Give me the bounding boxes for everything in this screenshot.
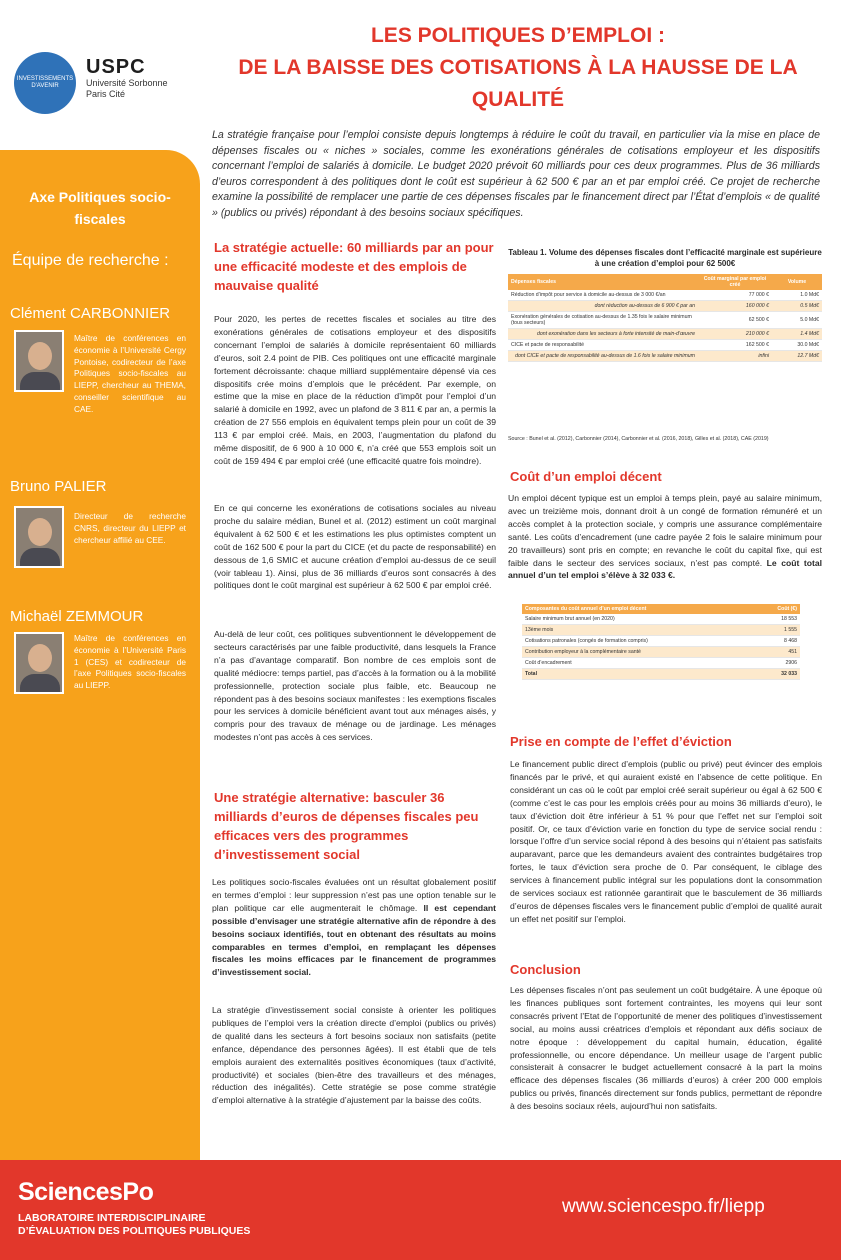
person-name: Michaël ZEMMOUR	[10, 608, 144, 625]
table-row: Contribution employeur à la complémentaire santé 451	[522, 647, 800, 658]
table-row: dont CICE et pacte de responsabilité au-dessus de 1.6 fois le salaire minimum infini 12.7 Md€	[508, 351, 822, 362]
uspc-name-2: Paris Cité	[86, 89, 126, 99]
paragraph: Pour 2020, les pertes de recettes fiscales et sociales au titre des exonérations générales de cotisations employeur et des dispositifs concernant l’emploi de salariés à domicile représentaient 60 milliards d’euros, soit 2.4 point de PIB. Ces politiques ont une efficacité marginale fortement décroissante: chaque milliard supplémentaire dépensé via ces dispositifs crée moins d’emplois que le précédent. Par exemple, on estime que la mise en place de la réduction d’impôt pour l’emploi d’un salarié à domicile en 1992, avec un plafond de 3 811 € par an, a permis la création de 27 556 emplois en équivalent temps plein pour un coût de 39 113 € par emploi créé. Mais, en 2003, l’augmentation du plafond du même dispositif, de 6 900 à 10 000 €, n’a créé que 553 emplois soit un coût de 159 494 € par emploi créé (une efficacité quatre fois moindre).	[214, 314, 496, 466]
person-photo	[14, 330, 64, 392]
table-row: Coût d’encadrement 2906	[522, 658, 800, 669]
person-desc: Maître de conférences en économie à l’Université Cergy Pontoise, codirecteur de l’axe Politiques socio-fiscales au LIEPP, chercheur au THEMA, conseiller scientifique au CAE.	[74, 333, 186, 414]
sciencespo-logo: SciencesPo	[18, 1178, 154, 1206]
table-row: Exonération générales de cotisation au-dessus de 1.35 fois le salaire minimum (tous secteurs) 62 500 € 5.0 Md€	[508, 312, 822, 329]
column-header: Dépenses fiscales	[508, 274, 698, 290]
paragraph: La stratégie d’investissement social consiste à orienter les politiques publiques de l’emploi vers la création directe d’emploi (publics ou privés) de qualité dans les secteurs à fort besoins sociaux non satisfaits (petite enfance, dépendance des personnes âgées). Il est établi que de tels emplois auraient des externalités positives économiques (taux d’activité, productivité) et sociales (bien-être des travailleurs et des ménages, réduction des inégalités). Cette stratégie se pose comme stratégie d’emploi alternative à la stratégie d’ajustement par la baisse des coûts.	[212, 1005, 496, 1106]
paragraph: Les politiques socio-fiscales évaluées ont un résultat globalement positif en termes d’emploi : leur suppression n’est pas une option tenable sur le plan politique car elle augmenterait le chômage. Il est cependant possible d’envisager une stratégie alternative afin de répondre à des besoins sociaux identifiés, tout en obtenant des résultats au moins comparables en termes d’emploi, en remplaçant les dépenses fiscales les moins efficaces par le financement de programmes d’investissement social.	[212, 877, 496, 978]
table-row: 13ème mois 1 555	[522, 625, 800, 636]
table-caption: Tableau 1. Volume des dépenses fiscales dont l’efficacité marginale est supérieure à une création d’emploi pour 62 500€	[508, 248, 822, 268]
investissements-avenir-logo: INVESTISSEMENTS D'AVENIR	[14, 52, 76, 114]
person-photo	[14, 506, 64, 568]
paragraph: Le financement public direct d’emplois (public ou privé) peut évincer des emplois financés par le privé, et qui auraient existé en l’absence de cette politique. En considérant un cas où le coût par emploi créé serait supérieur ou égal à 62 500 € (comme c’est le cas pour les emplois créés pour au moins 36 milliards d’euro), le taux d’éviction doit être inférieur à 51 % pour que l’effet net sur l’emploi soit positif. Or, ce taux d’éviction varie en fonction du type de service social rendu : lorsque l’offre d’un service social répond à des besoins qui n’étaient pas satisfaits auparavant, parce que les demandeurs avaient des contraintes budgétaires trop fortes, le taux d’éviction sera proche de 0. Par conséquent, le ciblage des services à financement public intégral sur les populations dont la consommation de services sociaux est rationnée garantirait que le basculement de 36 milliards d’euros de dépenses fiscales vers le financement public d’emploi de qualité aurait un effet net positif sur l’emploi.	[510, 759, 822, 924]
table-fiscal-expenses	[508, 274, 822, 362]
table-row: Cotisations patronales (congés de formation compris) 8 468	[522, 636, 800, 647]
person-name: Bruno PALIER	[10, 478, 107, 495]
table-row: CICE et pacte de responsabilité 162 500 € 30.0 Md€	[508, 340, 822, 351]
axe-title: Axe Politiques socio-fiscales	[29, 189, 171, 227]
table-row: dont réduction au-dessus de 6 900 € par an 160 000 € 0.5 Md€	[508, 301, 822, 312]
poster-title: LES POLITIQUES D’EMPLOI : DE LA BAISSE DES COTISATIONS À LA HAUSSE DE LA QUALITÉ	[238, 24, 798, 111]
person-desc: Maître de conférences en économie à l’Université Paris 1 (CES) et codirecteur de l’axe Politiques socio-fiscales au LIEPP.	[74, 633, 186, 691]
section-heading: Coût d’un emploi décent	[510, 469, 662, 484]
uspc-mark: USPC	[86, 56, 146, 78]
person-photo	[14, 632, 64, 694]
section-heading: Une stratégie alternative: basculer 36 milliards d’euros de dépenses fiscales peu efficaces vers des programmes d’investissement social	[214, 790, 479, 862]
section-heading: Conclusion	[510, 962, 581, 977]
lab-name: LABORATOIRE INTERDISCIPLINAIRE D’ÉVALUATION DES POLITIQUES PUBLIQUES	[18, 1212, 251, 1237]
person-desc: Directeur de recherche CNRS, directeur du LIEPP et chercheur affilié au CEE.	[74, 511, 186, 545]
website-link[interactable]: www.sciencespo.fr/liepp	[562, 1196, 765, 1217]
person-name: Clément CARBONNIER	[10, 305, 171, 322]
paragraph: Les dépenses fiscales n’ont pas seulement un coût budgétaire. À une époque où les finances publiques sont fortement contraintes, les moyens qui leur sont consacrés privent l’Etat de l’opportunité de mener des politiques d’investissement social, au moins aussi créatrices d’emplois et répondant aux défis sociaux de notre époque : développement du capital humain, éducation, égalité professionnelle, ou encore dépendance. Un meilleur usage de l’argent public consisterait à consacrer le budget actuellement consacré à la part la moins efficace des dépenses fiscales (36 milliards d’euros) à créer 200 000 emplois publics ou privés, financés directement sur fonds publics, permettant de répondre à des besoins sociaux réels, aujourd’hui non satisfaits.	[510, 985, 822, 1112]
table-source: Source : Bunel et al. (2012), Carbonnier (2014), Carbonnier et al. (2016, 2018), Gilles et al. (2018), CAE (2019)	[508, 436, 769, 442]
paragraph: En ce qui concerne les exonérations de cotisations sociales au niveau proche du salaire médian, Bunel et al. (2012) estiment un coût marginal équivalent à 62 500 € et les estimations les plus optimistes comptent un coût de 162 500 € pour la part du CICE (et du pacte de responsabilité) en dessous de 1,6 SMIC et aucune création d’emploi au-dessus de ce seuil (voir tableau 1). Ainsi, plus de 36 milliards d’euros sont consacrés à des politiques dont le coût marginal est supérieur à 62 500 € par emploi créé.	[214, 503, 496, 591]
uspc-logo	[86, 56, 206, 100]
uspc-name-1: Université Sorbonne	[86, 78, 168, 88]
section-heading: Prise en compte de l’effet d’éviction	[510, 734, 732, 749]
column-header: Coût (€)	[754, 604, 800, 614]
intro-paragraph: La stratégie française pour l’emploi consiste depuis longtemps à réduire le coût du travail, en particulier via la mise en place de dépenses fiscales ou « niches » sociales, comme les exonérations générales de cotisations employeur et les dispositifs concernant l’emploi de salariés à domicile. Le budget 2020 prévoit 60 milliards pour ces deux programmes. Plus de 36 milliards d’euros correspondent à des politiques dont le coût est supérieur à 62 500 € par an et par emploi créé. Ce projet de recherche examine la possibilité de remplacer une partie de ces dépenses fiscales par le financement direct par l’État d’emplois « de qualité » (publics ou privés) répondant à des besoins sociaux spécifiques.	[212, 129, 820, 219]
table-row: dont exonération dans les secteurs à forte intensité de main-d’œuvre 210 000 € 1.4 Md€	[508, 329, 822, 340]
column-header: Coût marginal par emploi créé	[698, 274, 772, 290]
table-row: Total 32 033	[522, 669, 800, 680]
table-row: Réduction d’impôt pour service à domicile au-dessus de 3 000 €/an 77 000 € 1.0 Md€	[508, 290, 822, 301]
table-job-cost	[522, 604, 800, 680]
team-title: Équipe de recherche :	[12, 252, 169, 269]
column-header: Volume	[772, 274, 822, 290]
table-row: Salaire minimum brut annuel (en 2020) 18 553	[522, 614, 800, 625]
column-header: Composantes du coût annuel d’un emploi décent	[522, 604, 754, 614]
paragraph: Un emploi décent typique est un emploi à temps plein, payé au salaire minimum, avec un treizième mois, donnant droit à un congé de formation rémunéré et un accès complet à la protection sociale, y compris une assurance complémentaire santé. Les coûts d’encadrement (une cadre payée 2 fois le salaire minimum pour 20 travailleurs) sont pris en compte; en revanche le coût du capital fixe, qui est faible dans le secteur des services sociaux, n’est pas compté. Le coût total annuel d’un tel emploi s’élève à 32 033 €.	[508, 493, 822, 581]
paragraph: Au-delà de leur coût, ces politiques subventionnent le développement de secteurs caractérisés par une faible productivité, dans lesquels la France n’a pas d’avantage comparatif. Bon nombre de ces emplois sont de qualité médiocre: temps partiel, pas d’accès à la formation ou à la mobilité professionnelle, protection sociale plus faible, etc. Beaucoup ne répondent pas à des besoins sociaux manifestes : les exemptions fiscales pour les services à domicile bénéficient avant tout aux ménages aisés, y compris pour des travaux de ménage ou de jardinage. Les ménages modestes n’ont pas accès à ces services.	[214, 629, 496, 743]
section-heading: La stratégie actuelle: 60 milliards par an pour une efficacité modeste et des emplois de mauvaise qualité	[214, 240, 494, 293]
